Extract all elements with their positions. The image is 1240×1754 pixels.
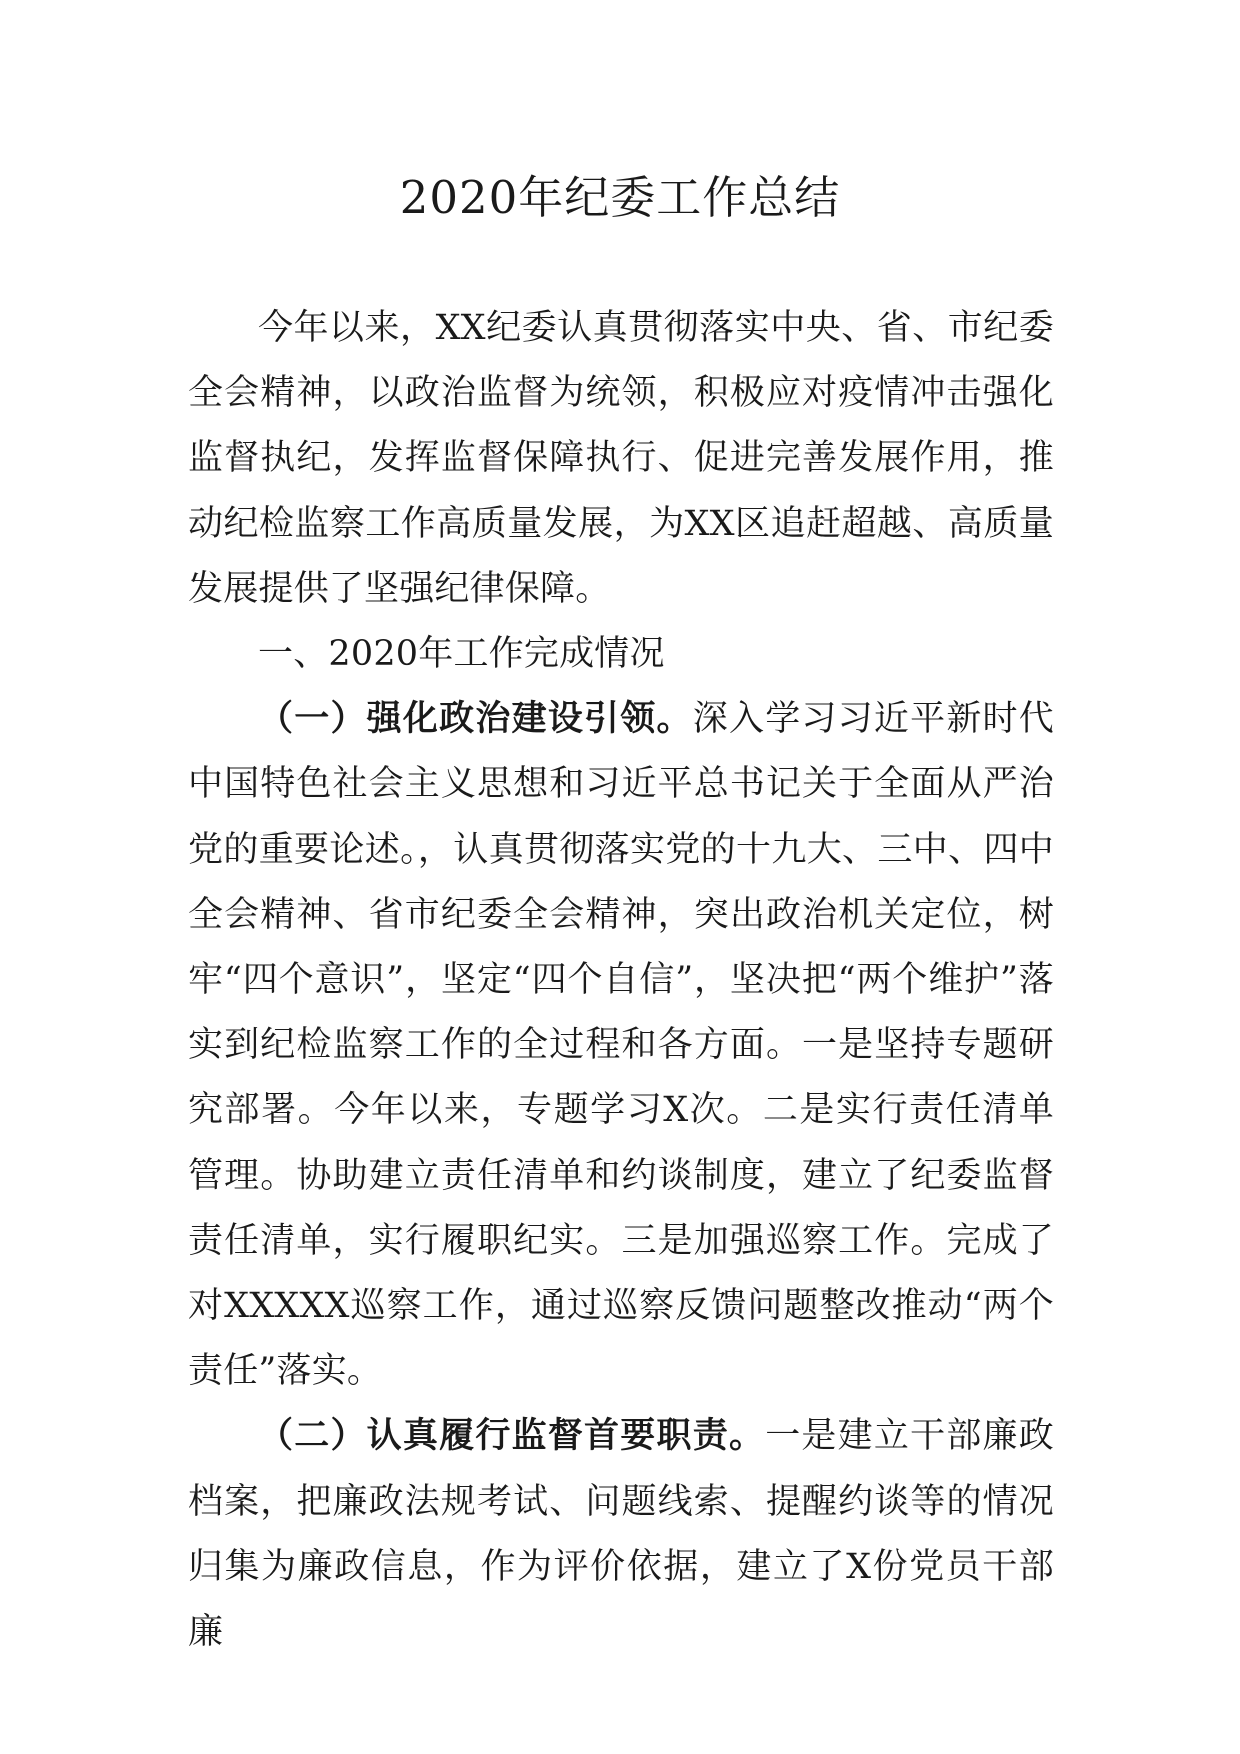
item-one-lead: （一）强化政治建设引领。 [258,699,693,740]
item-one-text: 深入学习习近平新时代中国特色社会主义思想和习近平总书记关于全面从严治党的重要论述。，认真贯彻落实党的十九大、三中、四中全会精神、省市纪委全会精神，突出政治机关定位，树牢“四个意识”，坚定“四个自信”，坚决把“两个维护”落实到纪检监察工作的全过程和各方面。一是坚持专题研究部署。今年以来，专题学习X次。二是实行责任清单管理。协助建立责任清单和约谈制度，建立了纪委监督责任清单，实行履职纪实。三是加强巡察工作。完成了对XXXXX巡察工作，通过巡察反馈问题整改推动“两个责任”落实。 [188,699,1054,1392]
section-heading: 一、2020年工作完成情况 [258,634,665,675]
item-two-lead: （二）认真履行监督首要职责。 [258,1416,766,1457]
item-two-text: 一是建立干部廉政档案，把廉政法规考试、问题线索、提醒约谈等的情况归集为廉政信息，作为评价依据，建立了X份党员干部廉 [188,1416,1054,1653]
document-body [188,296,1054,1665]
item-two-paragraph [188,1404,1054,1665]
document-title: 2020年纪委工作总结 [399,171,841,224]
intro-paragraph: 今年以来，XX纪委认真贯彻落实中央、省、市纪委全会精神，以政治监督为统领，积极应对疫情冲击强化监督执纪，发挥监督保障执行、促进完善发展作用，推动纪检监察工作高质量发展，为XX区追赶超越、高质量发展提供了坚强纪律保障。 [188,308,1054,609]
item-one-paragraph [188,687,1054,1404]
